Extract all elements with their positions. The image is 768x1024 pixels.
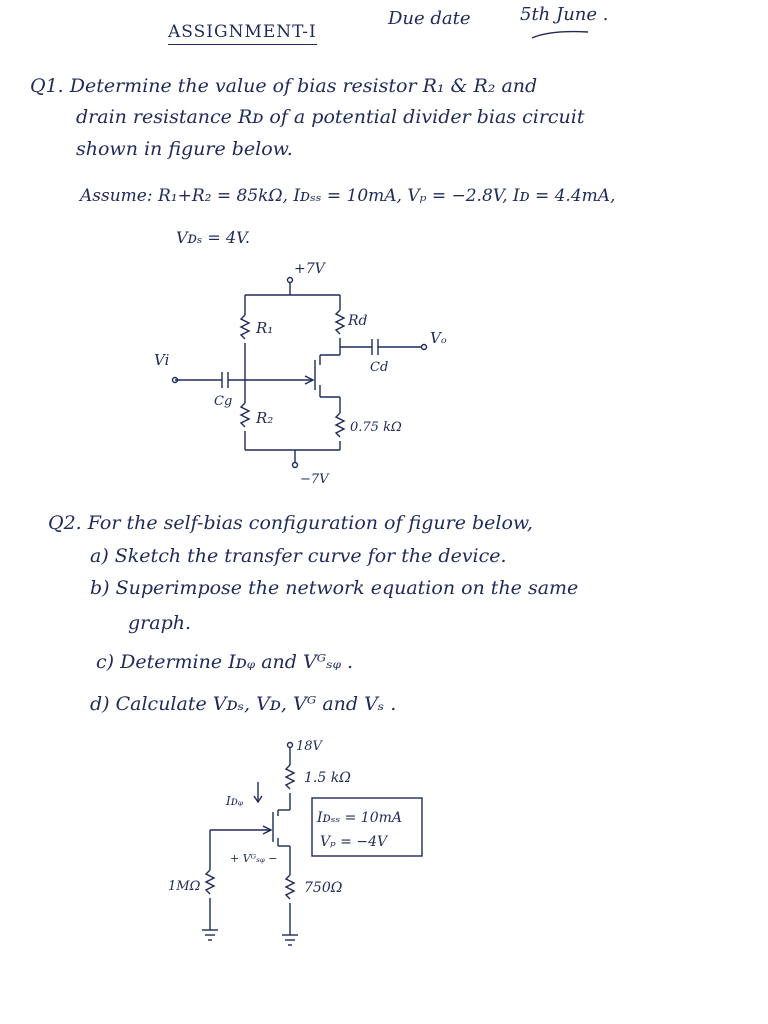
q2-part-d: d) Calculate Vᴅₛ, Vᴅ, Vᴳ and Vₛ . [90,693,397,715]
q2-part-a: a) Sketch the transfer curve for the device. [90,545,507,567]
q2-idq-label: Iᴅᵩ [226,794,244,808]
q1-vdd-terminal [288,278,293,283]
q1-vi-label: Vi [154,351,170,369]
q2-vp-label: Vₚ = −4V [320,834,388,850]
q1-vss-label: −7V [300,472,329,487]
q1-rd-label: Rd [348,313,368,329]
q1-rd-resistor [336,310,344,334]
q1-r1-resistor [241,315,249,339]
q2-rs-resistor [286,875,294,899]
q1-rs-resistor [336,413,344,437]
assignment-title: ASSIGNMENT-I [168,22,317,45]
q1-cd-label: Cd [370,360,389,375]
q2-rg-label: 1MΩ [168,879,201,894]
q1-vo-label: Vₒ [430,329,447,347]
q2-part-b-line-1: b) Superimpose the network equation on the same [90,577,579,599]
q2-vgsq-label: + Vᴳₛᵩ − [230,852,278,865]
q1-assume-line-1: Assume: R₁+R₂ = 85kΩ, Iᴅₛₛ = 10mA, Vₚ = −2.8V, Iᴅ = 4.4mA, [80,186,616,206]
due-date-scribble [530,28,590,42]
q1-r2-label: R₂ [256,409,274,427]
q2-part-b-line-2: graph. [128,612,192,634]
q1-circuit-diagram [150,255,480,490]
q1-vdd-label: +7V [294,261,325,277]
q1-r1-label: R₁ [256,319,274,337]
q2-idss-label: Iᴅₛₛ = 10mA [317,810,402,826]
due-date-label: Due date [388,8,471,29]
q2-rs-label: 750Ω [304,880,343,896]
q1-r2-resistor [241,403,249,427]
q2-vdd-terminal [288,743,293,748]
q2-rg-resistor [206,870,214,894]
due-date-value: 5th June . [520,4,609,25]
q2-vdd-label: 18V [296,739,322,754]
q1-line-1: Q1. Determine the value of bias resistor R₁ & R₂ and [30,75,538,97]
q1-vss-terminal [293,463,298,468]
q2-rd-resistor [286,765,294,789]
q1-vo-terminal [422,345,427,350]
q2-rd-label: 1.5 kΩ [304,770,351,786]
q1-assume-line-2: Vᴅₛ = 4V. [176,228,250,247]
q1-cg-label: Cg [214,394,233,409]
q2-circuit-diagram [160,730,460,960]
q2-part-c: c) Determine Iᴅᵩ and Vᴳₛᵩ . [96,651,354,673]
q1-line-3: shown in figure below. [76,138,293,160]
q1-rs-label: 0.75 kΩ [350,420,402,435]
q1-line-2: drain resistance Rᴅ of a potential divider bias circuit [76,106,585,128]
q2-line-1: Q2. For the self-bias configuration of figure below, [48,512,533,534]
